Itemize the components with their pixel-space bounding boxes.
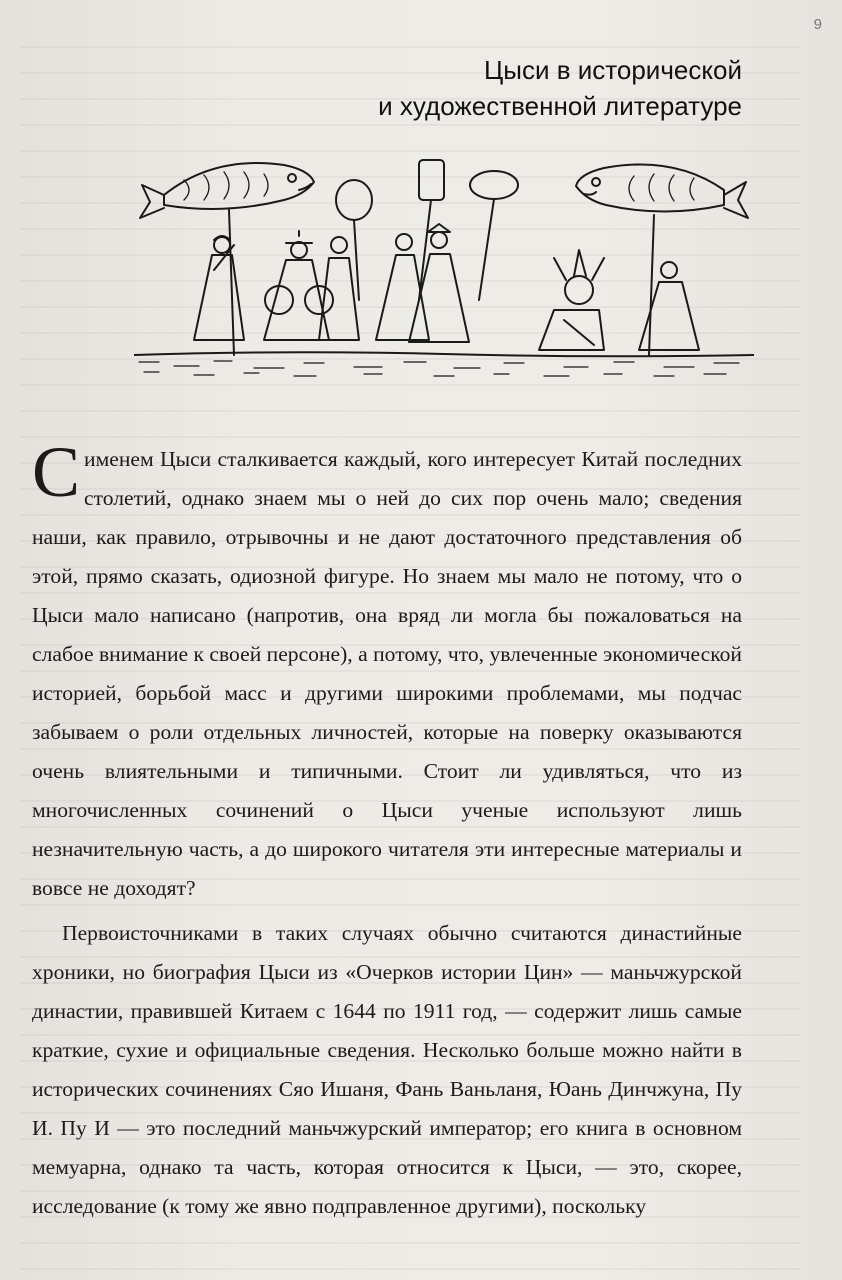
demon-figure xyxy=(539,250,604,350)
figure-1 xyxy=(194,236,244,340)
ground-line xyxy=(134,352,754,356)
drop-cap: С xyxy=(32,432,81,512)
paragraph-2: Первоисточниками в таких случаях обычно считаются династийные хроники, но биография Цыси из «Очерков истории Цин» — маньчжурской династии, правившей Китаем с 1644 по 1911 год, — содержит лишь самые краткие, сухие и официальные сведения. Несколько больше можно найти в исторических сочинениях Сяо Ишаня, Фань Ваньланя, Юань Динчжуна, Пу И. Пу И — это последний маньчжурский император; его книга в основном мемуарна, однако та часть, которая относится к Цыси, — это, скорее, исследование (к тому же явно подправленное другими), поскольку xyxy=(32,921,742,1218)
chapter-title xyxy=(322,52,742,124)
body-text xyxy=(32,432,742,1226)
chapter-title-line2: и художественной литературе xyxy=(378,91,742,121)
page-number: 9 xyxy=(813,16,822,33)
chapter-title-line1: Цыси в исторической xyxy=(484,55,742,85)
procession-illustration xyxy=(134,150,754,380)
paragraph-1-text: именем Цыси сталкивается каждый, кого интересует Китай последних столетий, однако знаем мы о ней до сих пор очень мало; сведения наши, как правило, отрывочны и не дают достаточного представления об этой, прямо сказать, одиозной фигуре. Но знаем мы мало не потому, что о Цыси мало написано (напротив, она вряд ли могла бы пожаловаться на слабое внимание к своей персоне), а потому, что, увлеченные экономической историей, борьбой масс и другими широкими проблемами, мы подчас забываем о роли отдельных личностей, которые на поверку оказываются очень влиятельными и типичными. Стоит ли удивляться, что из многочисленных сочинений о Цыси ученые используют лишь незначительную часть, а до широкого читателя эти интересные материалы и вовсе не доходят? xyxy=(32,447,742,900)
paragraph-1 xyxy=(32,432,742,908)
figure-4 xyxy=(376,160,444,340)
figure-7 xyxy=(639,262,699,350)
